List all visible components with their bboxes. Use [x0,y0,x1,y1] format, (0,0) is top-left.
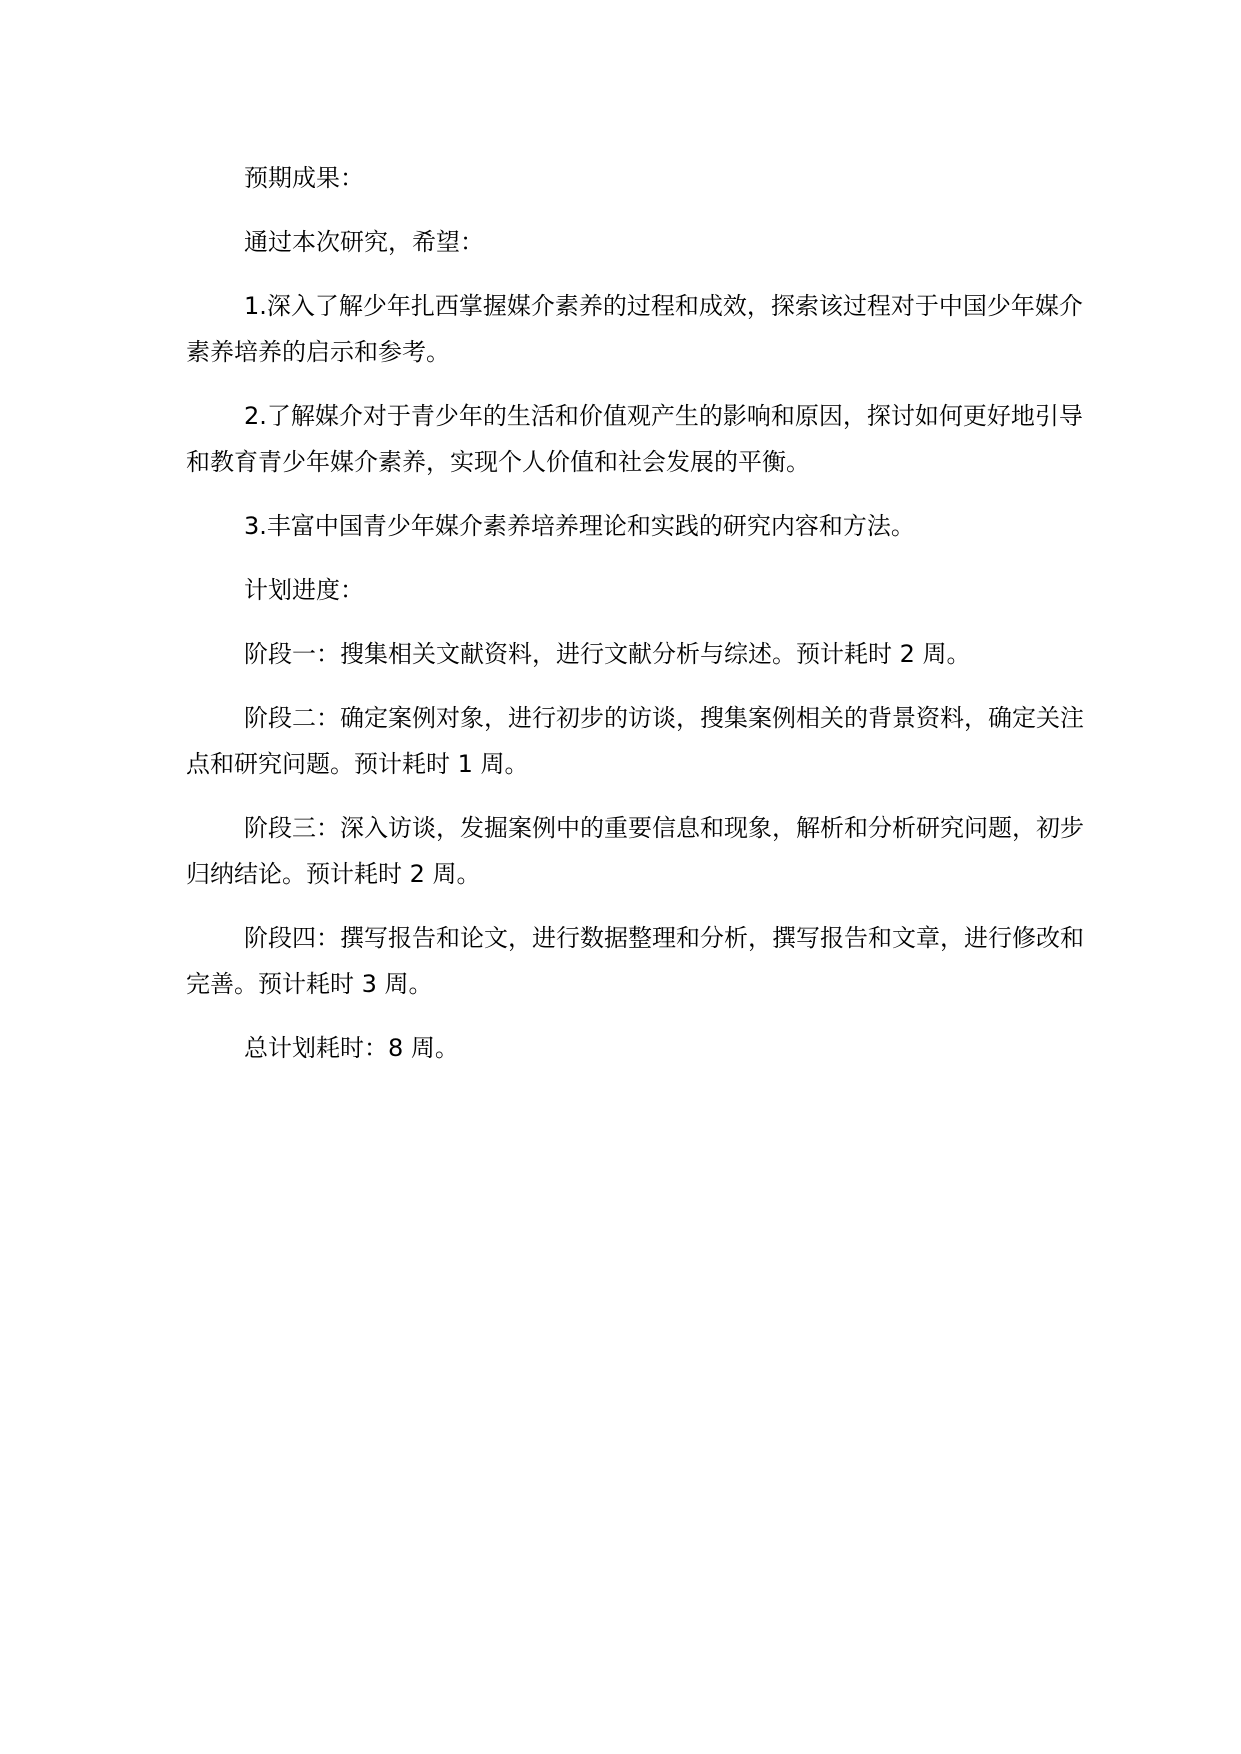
stage-3: 阶段三：深入访谈，发掘案例中的重要信息和现象，解析和分析研究问题，初步归纳结论。预计耗时 2 周。 [186,814,1084,888]
heading-plan-schedule: 计划进度： [244,576,364,604]
total-duration: 总计划耗时：8 周。 [244,1034,459,1062]
goal-item-2: 2.了解媒介对于青少年的生活和价值观产生的影响和原因，探讨如何更好地引导和教育青少年媒介素养，实现个人价值和社会发展的平衡。 [186,402,1083,476]
stage-4: 阶段四：撰写报告和论文，进行数据整理和分析，撰写报告和文章，进行修改和完善。预计耗时 3 周。 [186,924,1084,998]
document-body [186,155,1086,1089]
goal-item-3: 3.丰富中国青少年媒介素养培养理论和实践的研究内容和方法。 [244,512,915,540]
intro-paragraph: 通过本次研究，希望： [244,228,484,256]
goal-item-1: 1.深入了解少年扎西掌握媒介素养的过程和成效，探索该过程对于中国少年媒介素养培养的启示和参考。 [186,292,1083,366]
heading-expected-results: 预期成果： [244,164,364,192]
stage-2: 阶段二：确定案例对象，进行初步的访谈，搜集案例相关的背景资料，确定关注点和研究问题。预计耗时 1 周。 [186,704,1084,778]
stage-1: 阶段一：搜集相关文献资料，进行文献分析与综述。预计耗时 2 周。 [244,640,971,668]
